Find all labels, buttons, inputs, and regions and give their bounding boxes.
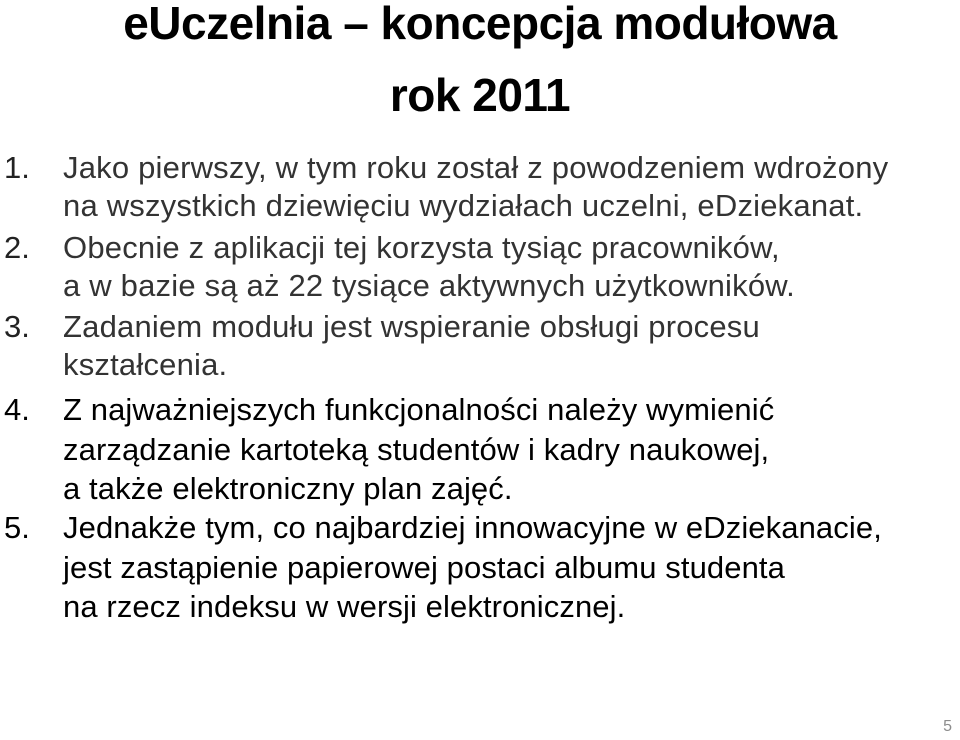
list-item-number: 4. (4, 392, 30, 427)
list-item-text-line: jest zastąpienie papierowej postaci albumu studenta (63, 550, 785, 585)
list-item-text-line: na wszystkich dziewięciu wydziałach uczelni, eDziekanat. (63, 188, 864, 223)
list-item-text-line: a w bazie są aż 22 tysiące aktywnych użytkowników. (63, 268, 795, 303)
list-item-text-line: na rzecz indeksu w wersji elektronicznej. (63, 589, 626, 624)
list-item-number: 5. (4, 510, 30, 545)
list-item-text-line: zarządzanie kartoteką studentów i kadry naukowej, (63, 432, 770, 467)
page-number: 5 (943, 718, 952, 735)
list-item-text-line: Zadaniem modułu jest wspieranie obsługi procesu (63, 309, 760, 344)
list-item-text-line: Z najważniejszych funkcjonalności należy wymienić (63, 392, 775, 427)
list-item-number: 2. (4, 230, 30, 265)
list-item-text-line: Obecnie z aplikacji tej korzysta tysiąc pracowników, (63, 230, 780, 265)
page-title-line-1: eUczelnia – koncepcja modułowa (123, 0, 837, 49)
list-item-number: 3. (4, 309, 30, 344)
list-item-text-line: Jako pierwszy, w tym roku został z powodzeniem wdrożony (63, 150, 889, 185)
page-title-line-2: rok 2011 (389, 69, 571, 121)
list-item-text-line: Jednakże tym, co najbardziej innowacyjne w eDziekanacie, (63, 510, 882, 545)
list-item-text-line: a także elektroniczny plan zajęć. (63, 471, 513, 506)
list-item-number: 1. (4, 150, 30, 185)
list-item-text-line: kształcenia. (63, 347, 228, 382)
